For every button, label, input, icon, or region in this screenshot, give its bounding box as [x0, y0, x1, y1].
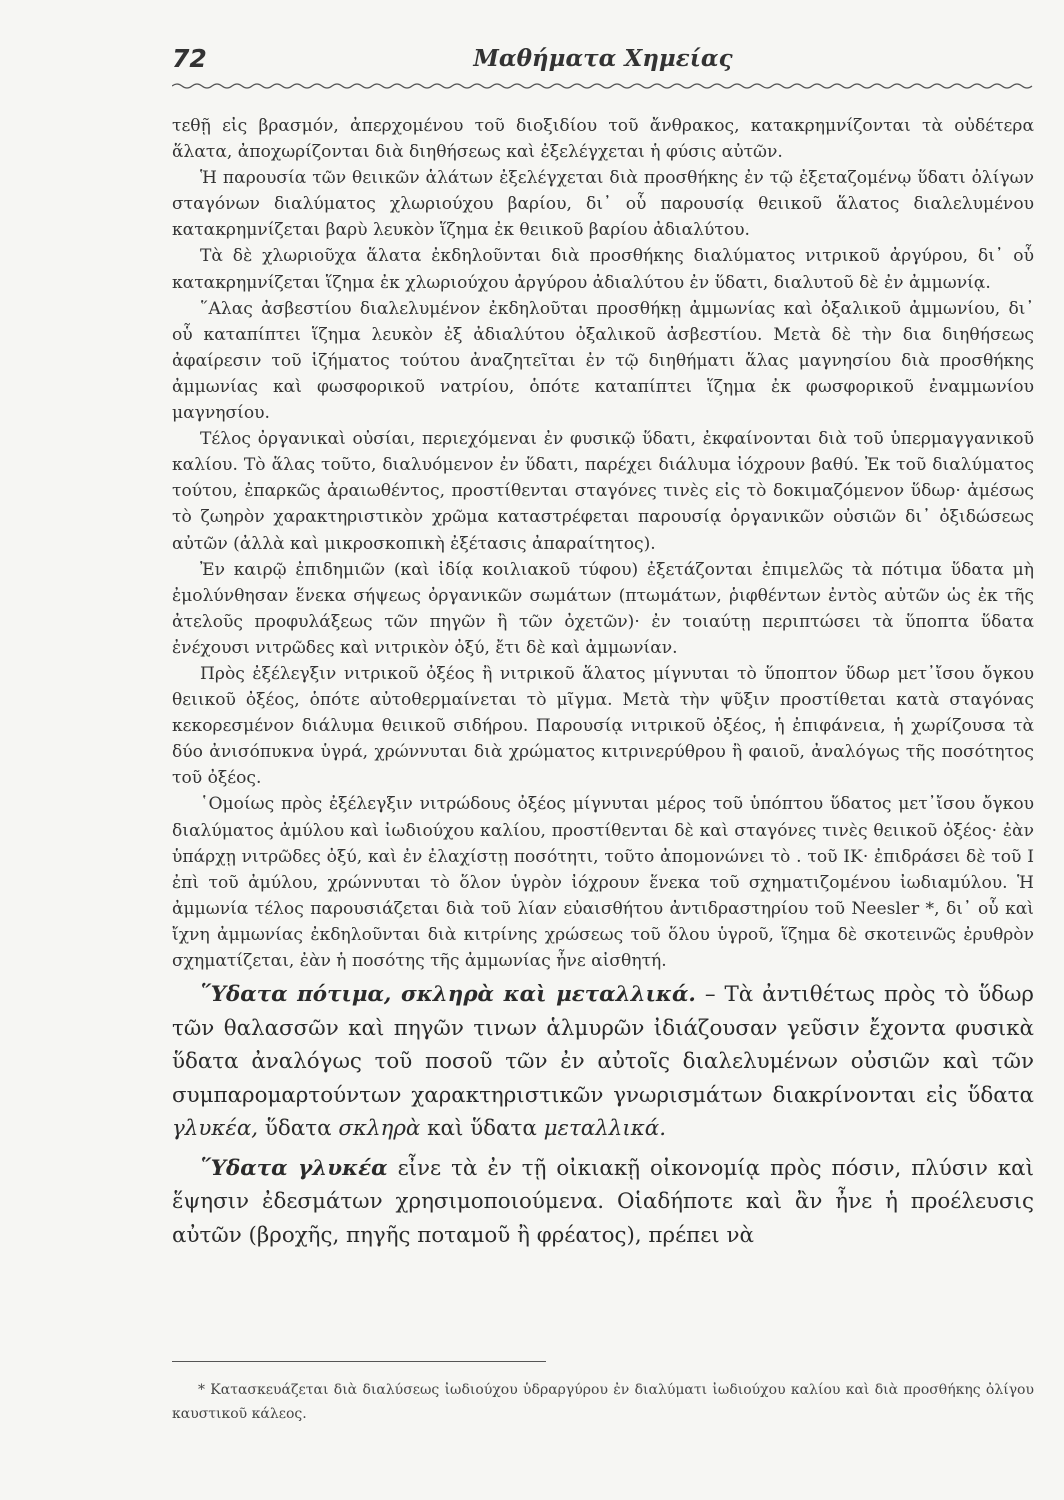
page-header	[172, 44, 1034, 78]
paragraph: τεθῇ εἰς βρασμόν, ἀπερχομένου τοῦ διοξιδίου τοῦ ἄνθρακος, κατακρημνίζονται τὰ οὐδέτερα ἅλατα, ἀποχωρίζονται διὰ διηθήσεως καὶ ἐξελέγχεται ἡ φύσις αὐτῶν.	[172, 116, 1034, 163]
term-mineral: μεταλλικά.	[543, 1116, 667, 1142]
section-text: εἶνε τὰ ἐν τῇ οἰκιακῇ οἰκονομίᾳ πρὸς πόσιν, πλύσιν καὶ ἕψησιν ἐδεσμάτων χρησιμοποιούμενα. Οἱαδήποτε καὶ ἂν ἦνε ἡ προέλευσις αὐτῶν (βροχῆς, πηγῆς ποταμοῦ ἢ φρέατος), πρέπει νὰ	[172, 1155, 1035, 1248]
main-text	[172, 113, 1034, 1252]
section-heading: ῞Υδατα γλυκέα	[200, 1155, 388, 1181]
term-hard: σκληρὰ	[338, 1116, 421, 1142]
section-text: καὶ ὕδατα	[420, 1116, 544, 1142]
page-number: 72	[172, 44, 207, 73]
footnote-divider	[172, 1361, 546, 1362]
section-sweet-water	[172, 1152, 1034, 1253]
header-wavy-rule	[172, 80, 1034, 92]
paragraph: Πρὸς ἐξέλεγξιν νιτρικοῦ ὀξέος ἢ νιτρικοῦ ἅλατος μίγνυται τὸ ὕποπτον ὕδωρ μετ᾽ἴσου ὄγκου θειικοῦ ὀξέος, ὁπότε αὐτοθερμαίνεται τὸ μῖγμα. Μετὰ τὴν ψῦξιν προστίθεται κατὰ σταγόνας κεκορεσμένον διάλυμα θειικοῦ σιδήρου. Παρουσίᾳ νιτρικοῦ ὀξέος, ἡ ἐπιφάνεια, ἡ χωρίζουσα τὰ δύο ἀνισόπυκνα ὑγρά, χρώννυται διὰ χρώματος κιτρινερύθρου ἢ φαιοῦ, ἀναλόγως τῆς ποσότητος τοῦ ὀξέος.	[172, 663, 1034, 789]
running-title: Μαθήματα Χημείας	[473, 45, 733, 72]
paragraph: ῾Ομοίως πρὸς ἐξέλεγξιν νιτρώδους ὀξέος μίγνυται μέρος τοῦ ὑπόπτου ὕδατος μετ᾽ἴσου ὄγκου διαλύματος ἀμύλου καὶ ἰωδιούχου καλίου, προστίθενται δὲ καὶ σταγόνες τινὲς θειικοῦ ὀξέος· ἐὰν ὑπάρχῃ νιτρῶδες ὀξύ, καὶ ἐν ἐλαχίστῃ ποσότητι, τοῦτο ἀπομονώνει τὸ . τοῦ ΙΚ· ἐπιδράσει δὲ τοῦ Ι ἐπὶ τοῦ ἀμύλου, χρώννυται τὸ ὅλον ὑγρὸν ἰόχρουν ἕνεκα τοῦ σχηματιζομένου ἰωδιαμύλου. Ἡ ἀμμωνία τέλος παρουσιάζεται διὰ τοῦ λίαν εὐαισθήτου ἀντιδραστηρίου τοῦ Neesler *, δι᾽ οὗ καὶ ἴχνη ἀμμωνίας ἐκδηλοῦνται διὰ κιτρίνης χρώσεως τοῦ ὅλου ὑγροῦ, ἵζημα δὲ σκοτεινῶς ἐρυθρὸν σχηματίζεται, ἐὰν ἡ ποσότης τῆς ἀμμωνίας ἦνε αἰσθητή.	[172, 794, 1034, 971]
section-text: ὕδατα	[258, 1116, 339, 1142]
section-heading: ῞Υδατα πότιμα, σκληρὰ καὶ μεταλλικά.	[200, 982, 696, 1008]
section-drinking-water	[172, 978, 1034, 1146]
paragraph: Ἐν καιρῷ ἐπιδημιῶν (καὶ ἰδίᾳ κοιλιακοῦ τύφου) ἐξετάζονται ἐπιμελῶς τὰ πότιμα ὕδατα μὴ ἐμολύνθησαν ἕνεκα σήψεως ὀργανικῶν σωμάτων (πτωμάτων, ῥιφθέντων ἐντὸς αὐτῶν ὡς ἐκ τῆς ἀτελοῦς προφυλάξεως τῶν πηγῶν ἢ τῶν ὀχετῶν)· ἐν τοιαύτῃ περιπτώσει τὰ ὕποπτα ὕδατα ἐνέχουσι νιτρῶδες καὶ νιτρικὸν ὀξύ, ἔτι δὲ καὶ ἀμμωνίαν.	[172, 559, 1034, 658]
term-sweet: γλυκέα,	[172, 1116, 259, 1142]
paragraph: Τέλος ὀργανικαὶ οὐσίαι, περιεχόμεναι ἐν φυσικῷ ὕδατι, ἐκφαίνονται διὰ τοῦ ὑπερμαγγανικοῦ καλίου. Τὸ ἅλας τοῦτο, διαλυόμενον ἐν ὕδατι, παρέχει διάλυμα ἰόχρουν βαθύ. Ἐκ τοῦ διαλύματος τούτου, ἐπαρκῶς ἀραιωθέντος, προστίθενται σταγόνες τινὲς εἰς τὸ δοκιμαζόμενον ὕδωρ· ἀμέσως τὸ ζωηρὸν χαρακτηριστικὸν χρῶμα καταστρέφεται παρουσίᾳ ὀργανικῶν οὐσιῶν δι᾽ ὀξιδώσεως αὐτῶν (ἀλλὰ καὶ μικροσκοπικὴ ἐξέτασις ἀπαραίτητος).	[172, 429, 1034, 554]
paragraph: Ἡ παρουσία τῶν θειικῶν ἁλάτων ἐξελέγχεται διὰ προσθήκης ἐν τῷ ἐξεταζομένῳ ὕδατι ὀλίγων σταγόνων διαλύματος χλωριούχου βαρίου, δι᾽ οὗ παρουσίᾳ θειικοῦ ἅλατος διαλελυμένου κατακρημνίζεται βαρὺ λευκὸν ἵζημα ἐκ θειικοῦ βαρίου ἀδιαλύτου.	[172, 168, 1034, 241]
section-text: – Τὰ ἀντιθέτως πρὸς τὸ ὕδωρ τῶν θαλασσῶν καὶ πηγῶν τινων ἁλμυρῶν ἰδιάζουσαν γεῦσιν ἔχοντα φυσικὰ ὕδατα ἀναλόγως τοῦ ποσοῦ τῶν ἐν αὐτοῖς διαλελυμένων οὐσιῶν καὶ τῶν συμπαρομαρτούντων χαρακτηριστικῶν γνωρισμάτων διακρίνονται εἰς ὕδατα	[172, 982, 1034, 1108]
paragraph: Τὰ δὲ χλωριοῦχα ἅλατα ἐκδηλοῦνται διὰ προσθήκης διαλύματος νιτρικοῦ ἀργύρου, δι᾽ οὗ κατακρημνίζεται ἵζημα ἐκ χλωριούχου ἀργύρου ἀδιαλύτου ἐν ὕδατι, διαλυτοῦ δὲ ἐν ἀμμωνίᾳ.	[172, 246, 1034, 293]
paragraph: ῞Αλας ἀσβεστίου διαλελυμένον ἐκδηλοῦται προσθήκῃ ἀμμωνίας καὶ ὀξαλικοῦ ἀμμωνίου, δι᾽ οὗ καταπίπτει ἵζημα λευκὸν ἐξ ἀδιαλύτου ὀξαλικοῦ ἀσβεστίου. Μετὰ δὲ τὴν δια διηθήσεως ἀφαίρεσιν τοῦ ἱζήματος τούτου ἀναζητεῖται ἐν τῷ διηθήματι ἅλας μαγνησίου διὰ προσθήκης ἀμμωνίας καὶ φωσφορικοῦ νατρίου, ὁπότε καταπίπτει ἵζημα ἐκ φωσφορικοῦ ἐναμμωνίου μαγνησίου.	[172, 298, 1034, 424]
footnote: * Κατασκευάζεται διὰ διαλύσεως ἰωδιούχου ὑδραργύρου ἐν διαλύματι ἰωδιούχου καλίου καὶ διὰ προσθήκης ὀλίγου καυστικοῦ κάλεος.	[172, 1382, 1034, 1422]
